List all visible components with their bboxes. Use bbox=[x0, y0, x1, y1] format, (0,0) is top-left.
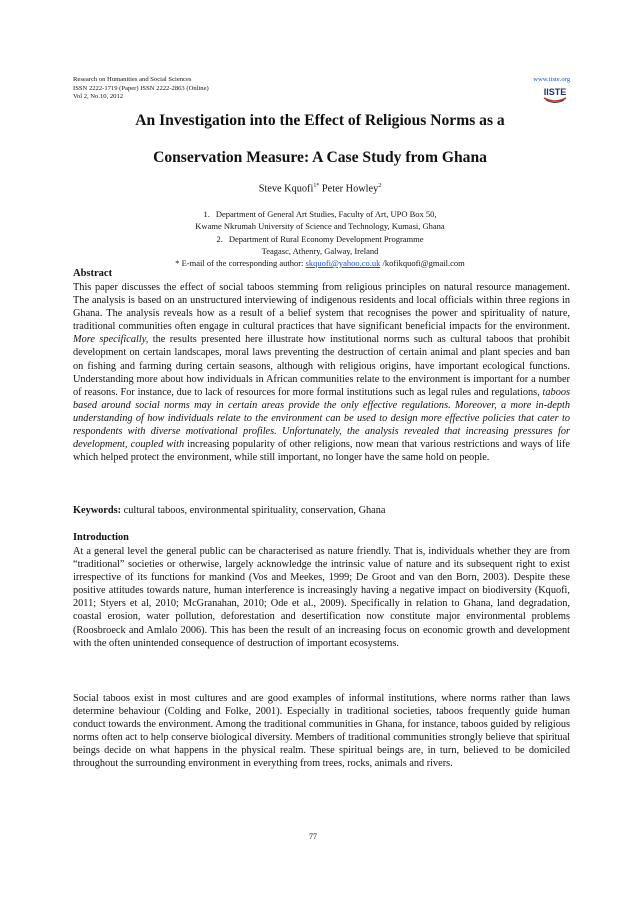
email-alt: /kofikquofi@gmail.com bbox=[382, 258, 465, 268]
svg-text:IISTE: IISTE bbox=[543, 87, 567, 97]
author-superscript: 1* bbox=[313, 183, 320, 189]
page-number: 77 bbox=[309, 832, 317, 841]
affiliation-number: 2. bbox=[216, 234, 223, 244]
journal-volume: Vol 2, No.10, 2012 bbox=[73, 93, 124, 101]
paper-title-line-1: An Investigation into the Effect of Religious Norms as a bbox=[135, 112, 505, 129]
abstract-text bbox=[73, 281, 570, 464]
email-link[interactable]: skquofi@yahoo.co.uk bbox=[305, 258, 381, 268]
abstract-sentence: the results presented here illustrate how institutional norms such as cultural taboos that prohibit development on certain landscapes, moral laws preventing the destruction of certain animal and plant species and ban on fishing and farming during certain seasons, although with religious origins, have important ecological functions. Understanding more about how individuals in African communities relate to the environment is important for a number of reasons. For instance, due to lack of resources for more formal institutions such as legal rules and regulations, bbox=[73, 334, 570, 398]
affiliation-text: Department of General Art Studies, Faculty of Art, UPO Box 50, bbox=[215, 209, 437, 219]
introduction-heading: Introduction bbox=[73, 532, 129, 543]
journal-name: Research on Humanities and Social Sciences bbox=[73, 76, 192, 83]
author-superscript: 2 bbox=[378, 183, 382, 189]
corresponding-email bbox=[60, 257, 580, 269]
author-name: Peter Howley bbox=[321, 183, 379, 195]
iiste-logo bbox=[541, 84, 569, 104]
introduction-paragraph-1: At a general level the general public can be characterised as nature friendly. That is, individuals whether they are from “traditional” societies or otherwise, largely acknowledge the intrinsic value of nature and its subsequent right to exist irrespective of its functions for mankind (Vos and Meekes, 1999; De Groot and van den Born, 2003). Despite these positive attitudes towards nature, human interference is increasingly having a negative impact on biodiversity (Kquofi, 2011; Styers et al, 2010; McGranahan, 2010; Ode et al., 2009). Specifically in relation to Ghana, land degradation, coastal erosion, water pollution, deforestation and desertification now constitute major environmental problems (Roosbroeck and Amlalo 2006). This has been the result of an increasing focus on economic growth and development with the often unintended consequence of destruction of important ecosystems. bbox=[73, 546, 570, 649]
journal-header bbox=[73, 76, 209, 102]
keywords-text: cultural taboos, environmental spirituality, conservation, Ghana bbox=[121, 505, 386, 516]
journal-website-link[interactable]: www.iiste.org bbox=[533, 76, 570, 83]
journal-issn: ISSN 2222-1719 (Paper) ISSN 2222-2863 (Online) bbox=[73, 84, 209, 92]
affiliation-1 bbox=[60, 208, 580, 233]
email-label: * E-mail of the corresponding author: bbox=[175, 258, 304, 268]
affiliation-text: Teagasc, Athenry, Galway, Ireland bbox=[261, 246, 379, 257]
affiliation-text: Kwame Nkrumah University of Science and Technology, Kumasi, Ghana bbox=[195, 221, 445, 232]
abstract-italic: More specifically, bbox=[73, 334, 149, 346]
affiliation-number: 1. bbox=[203, 209, 210, 219]
abstract-sentence: increasing popularity of other religions, now mean that various restrictions and ways of life which helped protect the environment, while still important, no longer have the same hold on people. bbox=[73, 439, 570, 464]
abstract-heading: Abstract bbox=[73, 268, 113, 279]
abstract-italic: taboos based around social norms may in certain areas provide the only effective regulations. Moreover, a more in-depth understanding of how individuals relate to the environment can be used to design more effective policies that cater to respondents with diverse motivational profiles. Unfortunately, the analysis revealed that increasing pressures for development, coupled with bbox=[73, 386, 570, 451]
introduction-paragraph-2: Social taboos exist in most cultures and are good examples of informal institutions, where norms rather than laws determine behaviour (Colding and Folke, 2001). Especially in traditional societies, taboos frequently guide human conduct towards the environment. Among the traditional communities in Ghana, for instance, taboos guided by religious norms often act to help conserve biological diversity. Members of traditional communities strongly believe that spiritual beings decide on what happens in the physical realm. These spiritual beings are, in turn, believed to be domiciled throughout the surrounding environment in everything from trees, rocks, animals and rivers. bbox=[73, 693, 570, 770]
keywords-label: Keywords: bbox=[73, 505, 122, 516]
paper-title-line-2: Conservation Measure: A Case Study from Ghana bbox=[153, 149, 487, 166]
keywords bbox=[73, 505, 385, 516]
abstract-sentence: This paper discusses the effect of social taboos stemming from religious principles on natural resource management. The analysis is based on an unstructured interviewing of indigenous residents and local officials within three regions in Ghana. The analysis reveals how as a result of a belief system that recognises the power and spirituality of nature, traditional communities often engage in cultural practices that have significant beneficial impacts for the environment. bbox=[73, 282, 570, 333]
affiliation-2 bbox=[60, 233, 580, 258]
author-name: Steve Kquofi bbox=[258, 183, 314, 195]
affiliation-text: Department of Rural Economy Development Programme bbox=[228, 234, 424, 244]
author-line bbox=[60, 183, 580, 194]
